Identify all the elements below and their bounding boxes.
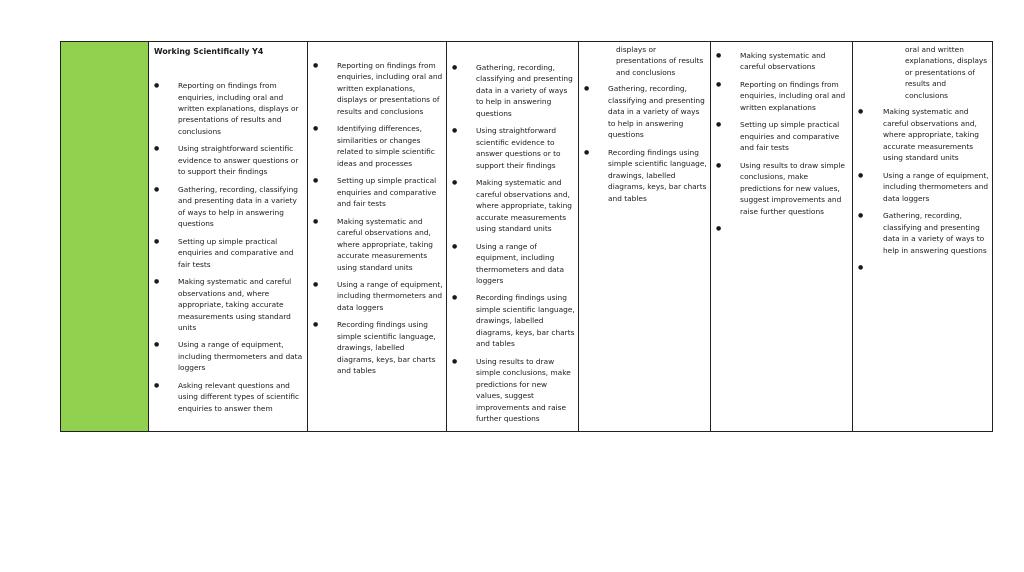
list-item: ● Using a range of equipment, including thermometers and data loggers <box>452 241 575 287</box>
list-item: ● Making systematic and careful observations and, where appropriate, taking accurate measurements using standard units <box>452 177 575 234</box>
list-item: ● Using a range of equipment, including thermometers and data loggers <box>313 279 443 313</box>
bullet-list <box>313 60 443 377</box>
column-2-cell <box>308 42 447 432</box>
column-6-cell <box>853 42 993 432</box>
list-item: ● Asking relevant questions and using different types of scientific enquiries to answer them <box>154 380 304 414</box>
column-heading: Working Scientifically Y4 <box>154 47 264 56</box>
curriculum-table <box>60 41 993 432</box>
list-item: ● Making systematic and careful observations and, where appropriate, taking accurate measurements using standard units <box>154 276 304 333</box>
list-item: ● Recording findings using simple scientific language, drawings, labelled diagrams, keys, bar charts and tables <box>313 319 443 376</box>
list-item: ● Using a range of equipment, including thermometers and data loggers <box>858 170 989 204</box>
list-item: ● Recording findings using simple scientific language, drawings, labelled diagrams, keys, bar charts and tables <box>584 147 707 204</box>
bullet-list <box>154 80 304 414</box>
bullet-list <box>858 106 989 256</box>
list-item: ● Using straightforward scientific evidence to answer questions or to support their findings <box>154 143 304 177</box>
list-item: ● Using a range of equipment, including thermometers and data loggers <box>154 339 304 373</box>
list-item: ● Gathering, recording, classifying and presenting data in a variety of ways to help in answering questions <box>154 184 304 230</box>
column-1-cell <box>149 42 308 432</box>
list-item: ● Making systematic and careful observations and, where appropriate, taking accurate measurements using standard units <box>858 106 989 163</box>
list-item: ● Reporting on findings from enquiries, including oral and written explanations <box>716 79 849 113</box>
column-5-cell <box>711 42 853 432</box>
table-row <box>61 42 993 432</box>
list-item: ● Setting up simple practical enquiries and comparative and fair tests <box>154 236 304 270</box>
list-item: ● Setting up simple practical enquiries and comparative and fair tests <box>313 175 443 209</box>
column-3-cell <box>447 42 579 432</box>
list-item: ● Reporting on findings from enquiries, including oral and written explanations, displays or presentations of results and conclusions <box>313 60 443 117</box>
list-item: ● Reporting on findings from enquiries, including oral and written explanations, displays or presentations of results and conclusions <box>154 80 304 137</box>
list-item: ● Using results to draw simple conclusions, make predictions for new values, suggest improvements and raise further questions <box>716 160 849 217</box>
list-item: ● Identifying differences, similarities or changes related to simple scientific ideas and processes <box>313 123 443 169</box>
list-item: ● Using straightforward scientific evidence to answer questions or to support their findings <box>452 125 575 171</box>
bullet-list <box>584 83 707 204</box>
bullet-list <box>452 62 575 425</box>
continued-text: displays or presentations of results and conclusions <box>616 45 704 77</box>
list-item: ● Making systematic and careful observations <box>716 50 849 73</box>
list-item: ● Recording findings using simple scientific language, drawings, labelled diagrams, keys, bar charts and tables <box>452 292 575 349</box>
list-item: ● Gathering, recording, classifying and presenting data in a variety of ways to help in answering questions <box>452 62 575 119</box>
continued-text: oral and written explanations, displays or presentations of results and conclusions <box>905 45 988 100</box>
green-label-cell <box>61 42 149 432</box>
column-4-cell <box>579 42 711 432</box>
list-item: ● Making systematic and careful observations and, where appropriate, taking accurate measurements using standard units <box>313 216 443 273</box>
list-item: ● Setting up simple practical enquiries and comparative and fair tests <box>716 119 849 153</box>
list-item: ● Gathering, recording, classifying and presenting data in a variety of ways to help in answering questions <box>584 83 707 140</box>
list-item: ● Using results to draw simple conclusions, make predictions for new values, suggest improvements and raise further questions <box>452 356 575 425</box>
list-item: ● Gathering, recording, classifying and presenting data in a variety of ways to help in answering questions <box>858 210 989 256</box>
bullet-list <box>716 50 849 217</box>
